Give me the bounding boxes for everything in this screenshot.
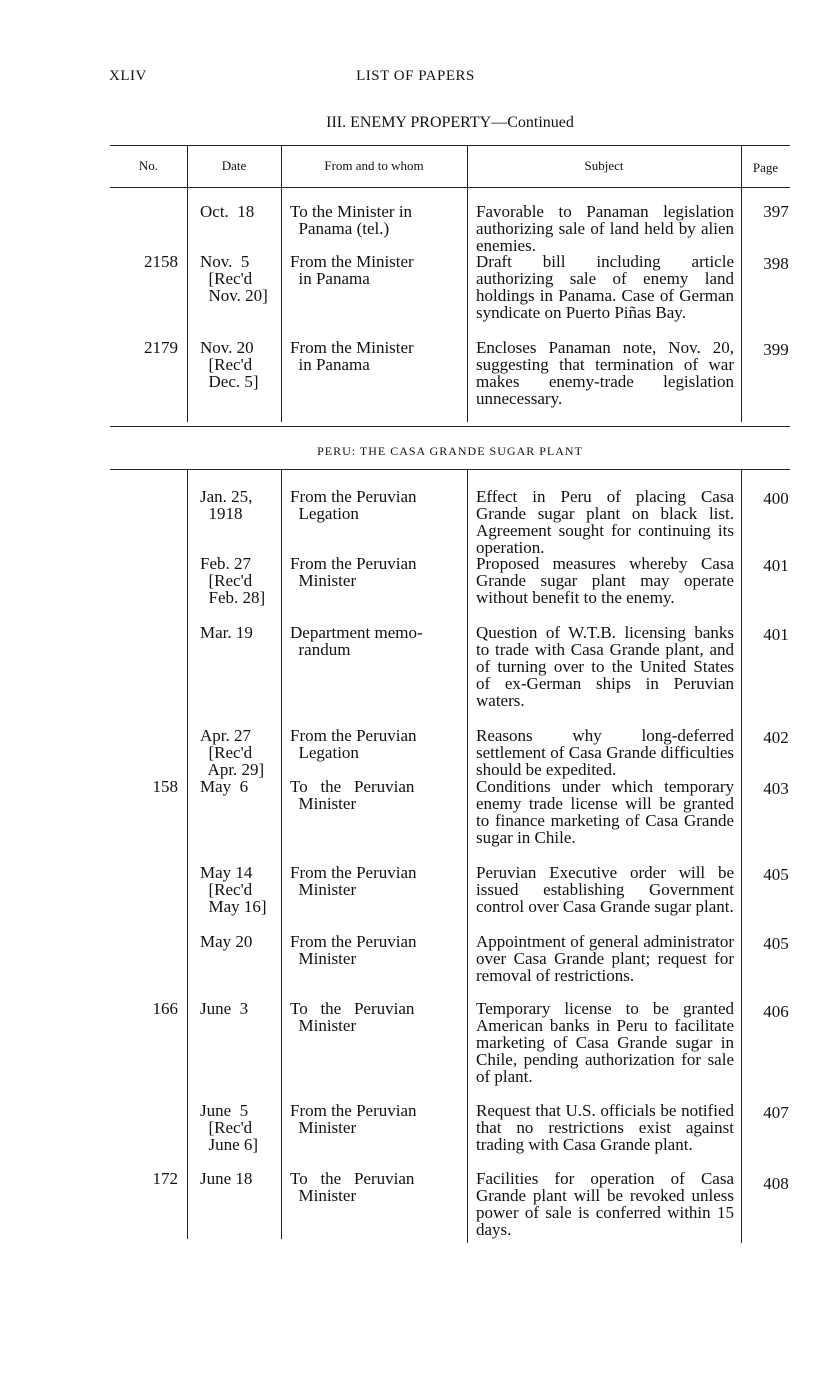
row-subject: Favorable to Panaman legislation authorizing sale of land held by alien enemies. — [476, 202, 734, 255]
row-page: 397 — [763, 202, 789, 221]
row-date: Mar. 19 — [200, 623, 253, 642]
col-divider — [467, 145, 468, 422]
row-subject: Effect in Peru of placing Casa Grande sugar plant on black list. Agreement sought for continuing its operation. — [476, 487, 734, 557]
row-number: 166 — [152, 999, 178, 1018]
row-date: May 14 [Rec'd May 16] — [200, 863, 267, 916]
row-from: From the Minister in Panama — [290, 338, 414, 374]
row-subject: Draft bill including article authorizing sale of enemy land holdings in Panama. Case of German syndicate on Puerto Piñas Bay. — [476, 252, 734, 322]
row-number: 2179 — [144, 338, 178, 357]
col-divider — [187, 469, 188, 1239]
row-subject: Appointment of general administrator over Casa Grande plant; request for removal of restrictions. — [476, 932, 734, 985]
row-page: 402 — [763, 728, 789, 747]
row-subject: Reasons why long-deferred settlement of Casa Grande difficulties should be expedited. — [476, 726, 734, 779]
row-from: From the Minister in Panama — [290, 252, 414, 288]
row-from: From the Peruvian Minister — [290, 1101, 417, 1137]
row-date: Oct. 18 — [200, 202, 255, 221]
row-from: From the Peruvian Minister — [290, 554, 417, 590]
row-from: From the Peruvian Legation — [290, 726, 417, 762]
row-from: Department memo- randum — [290, 623, 423, 659]
row-date: June 5 [Rec'd June 6] — [200, 1101, 259, 1154]
row-page: 406 — [763, 1002, 789, 1021]
row-subject: Conditions under which temporary enemy trade license will be granted to finance marketing of Casa Grande sugar in Chile. — [476, 777, 734, 847]
table-bottom-rule — [110, 426, 790, 427]
row-subject: Request that U.S. officials be notified that no restrictions exist against trading with Casa Grande plant. — [476, 1101, 734, 1154]
row-from: From the Peruvian Legation — [290, 487, 417, 523]
col-header-no: No. — [138, 158, 159, 173]
row-page: 401 — [763, 625, 789, 644]
row-date: Jan. 25, 1918 — [200, 487, 253, 523]
page-number: XLIV — [109, 68, 147, 84]
col-divider — [281, 145, 282, 422]
row-page: 401 — [763, 556, 789, 575]
col-header-from: From and to whom — [324, 158, 424, 173]
row-subject: Encloses Panaman note, Nov. 20, suggesting that termination of war makes enemy-trade legislation unnecessary. — [476, 338, 734, 408]
table-top-rule — [110, 145, 790, 146]
row-date: June 18 — [200, 1169, 253, 1188]
row-from: To the Peruvian Minister — [290, 999, 415, 1035]
running-title: LIST OF PAPERS — [356, 68, 475, 84]
row-page: 400 — [763, 489, 789, 508]
row-date: Nov. 5 [Rec'd Nov. 20] — [200, 252, 268, 305]
row-from: From the Peruvian Minister — [290, 863, 417, 899]
row-subject: Facilities for operation of Casa Grande plant will be revoked unless power of sale is conferred within 15 days. — [476, 1169, 734, 1239]
row-date: Feb. 27 [Rec'd Feb. 28] — [200, 554, 266, 607]
row-from: To the Peruvian Minister — [290, 1169, 415, 1205]
row-number: 2158 — [144, 252, 178, 271]
row-page: 398 — [763, 254, 789, 273]
col-header-date: Date — [221, 158, 247, 173]
row-page: 407 — [763, 1103, 789, 1122]
row-page: 399 — [763, 340, 789, 359]
section-title: III. ENEMY PROPERTY—Continued — [326, 114, 574, 131]
row-page: 405 — [763, 934, 789, 953]
row-date: June 3 — [200, 999, 249, 1018]
header-bottom-rule — [110, 187, 790, 188]
row-page: 408 — [763, 1174, 789, 1193]
table-top-rule — [110, 469, 790, 470]
col-divider — [281, 469, 282, 1239]
row-from: From the Peruvian Minister — [290, 932, 417, 968]
col-divider — [741, 469, 742, 1243]
row-subject: Peruvian Executive order will be issued establishing Government control over Casa Grande sugar plant. — [476, 863, 734, 916]
subsection-title: PERU: THE CASA GRANDE SUGAR PLANT — [317, 444, 583, 458]
row-subject: Temporary license to be granted American banks in Peru to facilitate marketing of Casa Grande sugar in Chile, pending authorization for sale of plant. — [476, 999, 734, 1086]
col-divider — [467, 469, 468, 1243]
row-subject: Proposed measures whereby Casa Grande sugar plant may operate without benefit to the enemy. — [476, 554, 734, 607]
col-header-page: Page — [752, 160, 779, 175]
row-number: 158 — [152, 777, 178, 796]
row-date: May 6 — [200, 777, 249, 796]
row-page: 403 — [763, 779, 789, 798]
row-number: 172 — [152, 1169, 178, 1188]
row-date: Apr. 27 [Rec'd Apr. 29] — [200, 726, 265, 779]
row-from: To the Minister in Panama (tel.) — [290, 202, 413, 238]
col-header-subject: Subject — [584, 158, 624, 173]
row-page: 405 — [763, 865, 789, 884]
row-date: May 20 — [200, 932, 253, 951]
col-divider — [741, 145, 742, 422]
row-subject: Question of W.T.B. licensing banks to trade with Casa Grande plant, and of turning over to the United States of ex-German ships in Peruvian waters. — [476, 623, 734, 710]
col-divider — [187, 145, 188, 422]
row-date: Nov. 20 [Rec'd Dec. 5] — [200, 338, 259, 391]
row-from: To the Peruvian Minister — [290, 777, 415, 813]
